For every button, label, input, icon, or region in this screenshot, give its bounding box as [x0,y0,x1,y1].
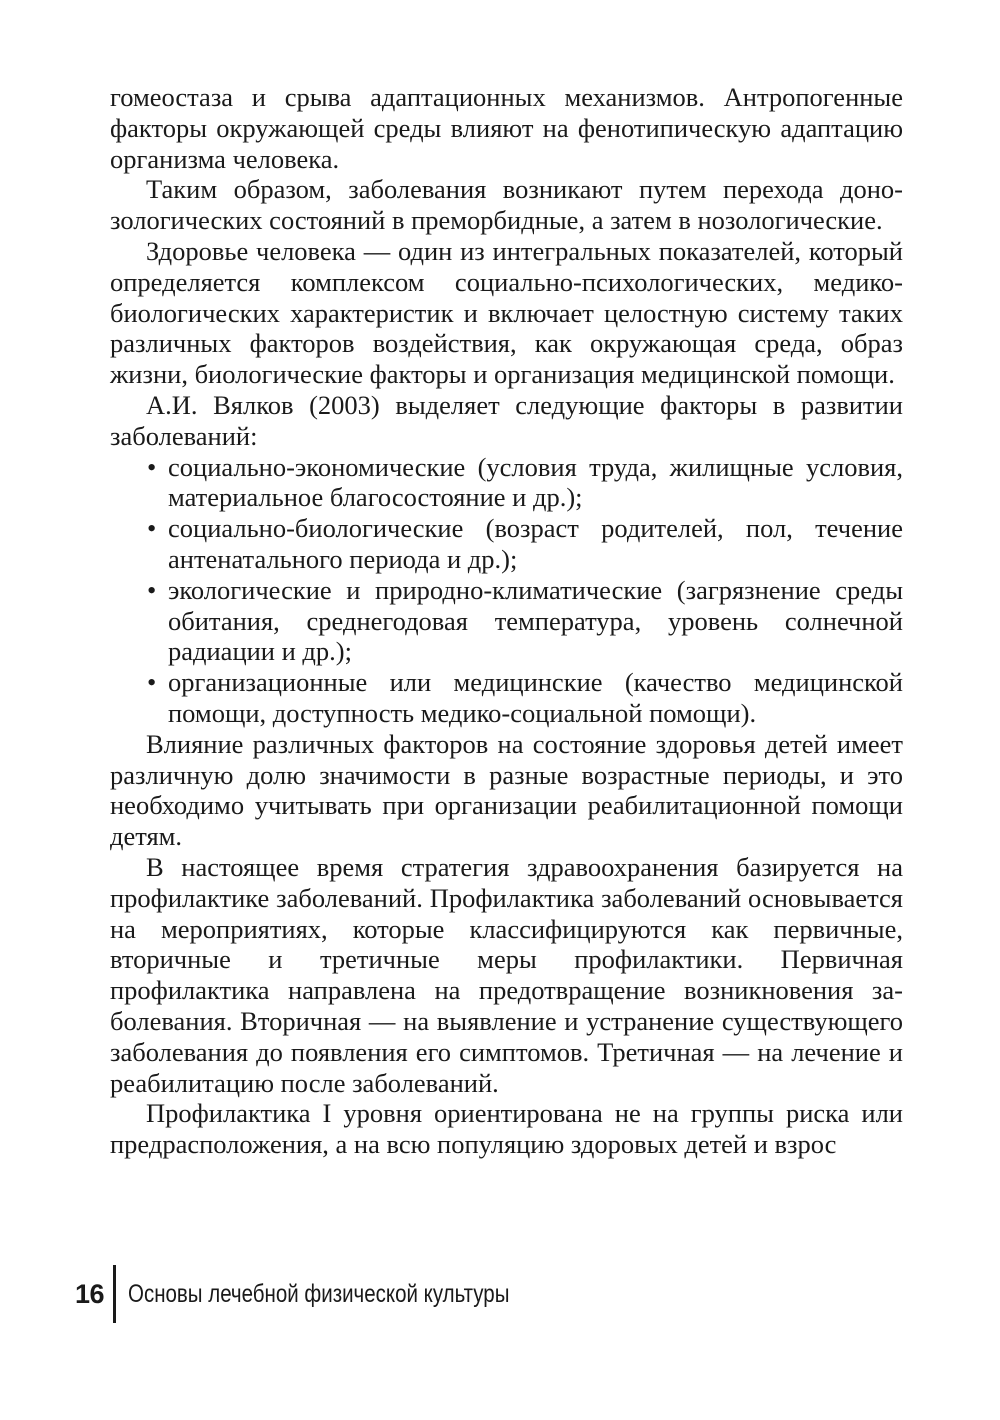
bullet-icon: • [147,451,157,482]
list-item [110,575,903,667]
page-body [110,82,903,1160]
paragraph: В настоящее время стратегия здравоохранения базируется на профилактике заболеваний. Профилактика заболеваний основывается на мероприятиях, которые классифицируются как первичные, вторичные и третичные меры профилактики. Первичная профилактика направлена на предотвращение возникновения заболевания. Вторичная — на выявление и устранение существующего заболевания до появления его симптомов. Третичная — на лечение и реабилитацию после заболеваний. [110,851,903,1098]
paragraph-continuation: гомеостаза и срыва адаптационных механизмов. Антропогенные факторы окружающей среды влияют на фенотипическую адаптацию организма человека. [110,82,903,174]
page-number: 16 [75,1278,105,1309]
paragraph: Здоровье человека — один из интегральных показателей, который определяется комплексом социально-психологических, медико-биологических характеристик и включает целостную систему таких различных факторов воздействия, как окружающая среда, образ жизни, биологические факторы и организация медицинской помощи. [110,235,903,390]
list-item-text: организационные или медицинские (качество медицинской помощи, доступность медико-социальной помощи). [168,667,903,728]
list-item [110,513,903,575]
paragraph: Профилактика I уровня ориентирована не на группы риска или предрасположения, а на всю популяцию здоровых детей и взрос [110,1098,903,1160]
bullet-icon: • [147,574,157,605]
paragraph: Влияние различных факторов на состояние здоровья детей имеет различную долю значимости в разные возрастные периоды, и это необходимо учитывать при организации реабилитационной помощи детям. [110,728,903,852]
list-item [110,667,903,729]
list-item-text: социально-экономические (условия труда, жилищные условия, материальное благосостояние и др.); [168,451,903,513]
footer-divider [113,1265,116,1323]
bullet-icon: • [147,667,157,698]
paragraph: Таким образом, заболевания возникают путем перехода донозологических состояний в преморбидные, а затем в нозологические. [110,174,903,236]
list-item-text: социально-биологические (возраст родителей, пол, течение антенатального периода и др.); [168,513,903,574]
running-title: Основы лечебной физической культуры [128,1279,510,1308]
factors-list [110,452,903,729]
list-item [110,452,903,514]
list-item-text: экологические и природно-климатические (загрязнение среды обитания, среднегодовая температура, уровень солнечной радиации и др.); [168,574,903,667]
paragraph: А.И. Вялков (2003) выделяет следующие факторы в развитии заболеваний: [110,389,903,451]
page-footer [75,1265,593,1323]
bullet-icon: • [147,513,157,544]
